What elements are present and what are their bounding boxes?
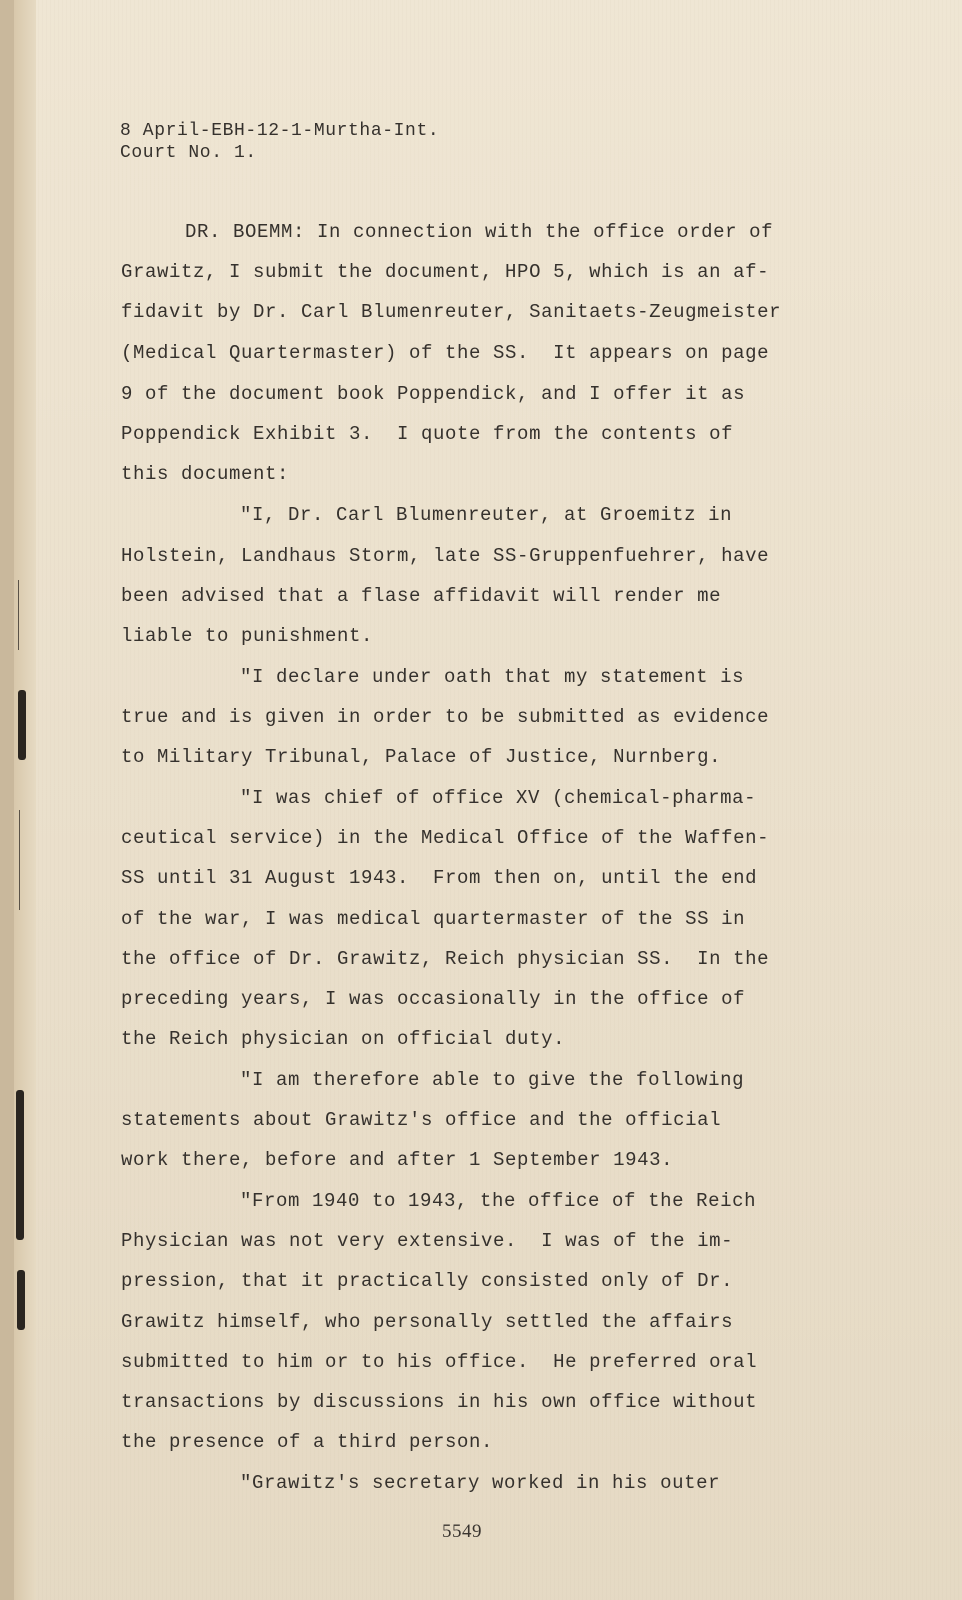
body-line: ceutical service) in the Medical Office of the Waffen- <box>121 827 770 849</box>
body-line: this document: <box>121 463 290 485</box>
body-line: "I was chief of office XV (chemical-pharma- <box>240 787 757 809</box>
page-number: 5549 <box>442 1521 482 1542</box>
body-line: "Grawitz's secretary worked in his outer <box>240 1472 721 1494</box>
crease-mark <box>18 580 19 650</box>
body-line: "From 1940 to 1943, the office of the Reich <box>240 1190 757 1212</box>
body-line: Poppendick Exhibit 3. I quote from the contents of <box>121 423 734 445</box>
body-line: Physician was not very extensive. I was of the im- <box>121 1230 734 1252</box>
torn-edge-mark <box>16 1090 24 1240</box>
body-line: been advised that a flase affidavit will render me <box>121 585 722 607</box>
body-line: fidavit by Dr. Carl Blumenreuter, Sanitaets-Zeugmeister <box>121 301 782 323</box>
body-line: the office of Dr. Grawitz, Reich physician SS. In the <box>121 948 770 970</box>
torn-edge-mark <box>17 1270 25 1330</box>
body-line: Holstein, Landhaus Storm, late SS-Gruppenfuehrer, have <box>121 545 770 567</box>
body-line: "I, Dr. Carl Blumenreuter, at Groemitz in <box>240 504 733 526</box>
body-line: Grawitz, I submit the document, HPO 5, which is an af- <box>121 261 770 283</box>
body-line: (Medical Quartermaster) of the SS. It appears on page <box>121 342 770 364</box>
body-line: submitted to him or to his office. He preferred oral <box>121 1351 758 1373</box>
page-left-edge <box>14 0 36 1600</box>
body-line: liable to punishment. <box>121 625 374 647</box>
body-line: 9 of the document book Poppendick, and I offer it as <box>121 383 746 405</box>
body-line: of the war, I was medical quartermaster of the SS in <box>121 908 746 930</box>
header-line: 8 April-EBH-12-1-Murtha-Int. <box>120 121 440 141</box>
torn-edge-mark <box>18 690 26 760</box>
body-line: to Military Tribunal, Palace of Justice, Nurnberg. <box>121 746 722 768</box>
crease-mark <box>19 810 20 910</box>
body-line: the Reich physician on official duty. <box>121 1028 566 1050</box>
body-line: pression, that it practically consisted only of Dr. <box>121 1270 734 1292</box>
body-line: statements about Grawitz's office and the official <box>121 1109 722 1131</box>
header-line: Court No. 1. <box>120 143 257 163</box>
body-line: Grawitz himself, who personally settled the affairs <box>121 1311 734 1333</box>
body-line: "I am therefore able to give the following <box>240 1069 745 1091</box>
body-line: SS until 31 August 1943. From then on, until the end <box>121 867 758 889</box>
body-line: transactions by discussions in his own office without <box>121 1391 758 1413</box>
body-line: DR. BOEMM: In connection with the office order of <box>185 221 774 243</box>
body-line: preceding years, I was occasionally in the office of <box>121 988 746 1010</box>
body-line: the presence of a third person. <box>121 1431 494 1453</box>
body-line: "I declare under oath that my statement is <box>240 666 745 688</box>
body-line: work there, before and after 1 September 1943. <box>121 1149 674 1171</box>
body-line: true and is given in order to be submitted as evidence <box>121 706 770 728</box>
